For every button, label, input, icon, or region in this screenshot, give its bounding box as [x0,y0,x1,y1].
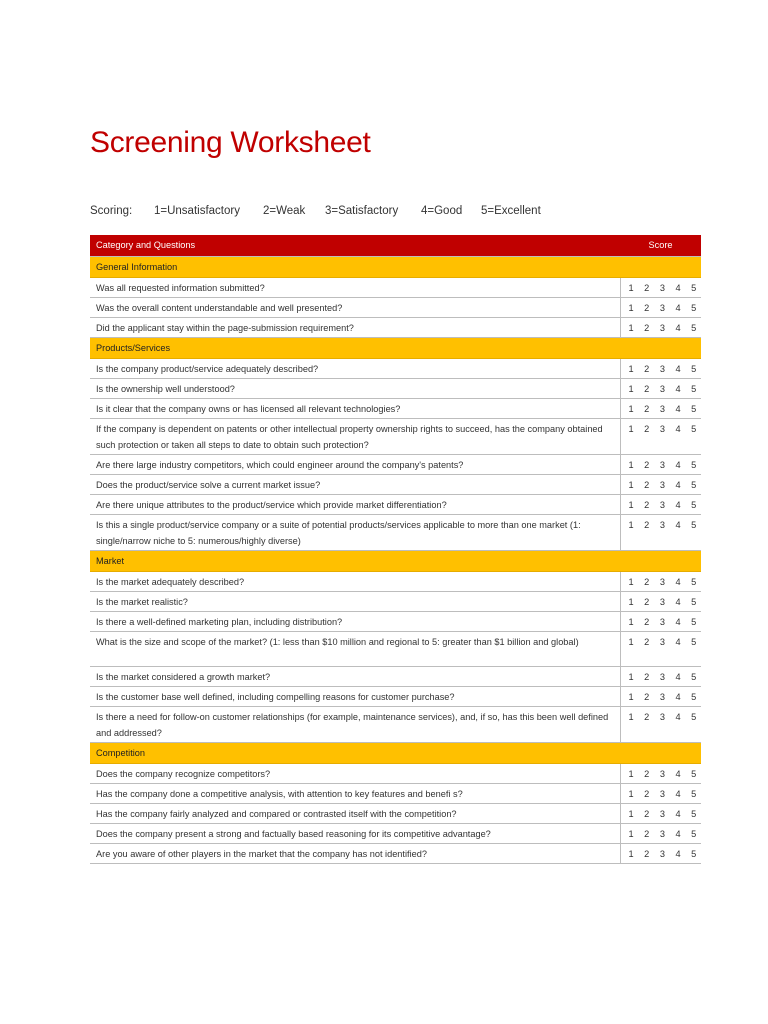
scoring-label: Scoring: [90,205,133,217]
score-options: 1 2 3 4 5 [620,687,701,707]
score-options: 1 2 3 4 5 [620,612,701,632]
scoring-level-3: 3=Satisfactory [325,205,399,217]
question-row [90,632,701,667]
question-row [90,612,701,632]
scoring-level-2: 2=Weak [263,205,306,217]
question-text: Are you aware of other players in the market that the company has not identified? [90,844,620,864]
question-row [90,475,701,495]
score-options: 1 2 3 4 5 [620,419,701,455]
page-title: Screening Worksheet [90,126,371,159]
score-options: 1 2 3 4 5 [620,515,701,551]
question-text: If the company is dependent on patents or other intellectual property ownership rights to succeed, has the company obtained such protection or taken all steps to date to obtain such protection? [90,419,620,455]
score-options: 1 2 3 4 5 [620,667,701,687]
question-text: Are there unique attributes to the product/service which provide market differentiation? [90,495,620,515]
score-options: 1 2 3 4 5 [620,359,701,379]
question-row [90,515,701,551]
score-options: 1 2 3 4 5 [620,278,701,298]
section-title: Market [90,551,701,572]
question-text: Is the market realistic? [90,592,620,612]
score-options: 1 2 3 4 5 [620,824,701,844]
question-row [90,359,701,379]
score-options: 1 2 3 4 5 [620,495,701,515]
question-row [90,707,701,743]
score-options: 1 2 3 4 5 [620,379,701,399]
question-text: Was all requested information submitted? [90,278,620,298]
section-row [90,551,701,572]
section-row [90,743,701,764]
question-row [90,784,701,804]
question-row [90,399,701,419]
scoring-level-1: 1=Unsatisfactory [154,205,240,217]
question-row [90,419,701,455]
question-text: Has the company done a competitive analysis, with attention to key features and benefi s? [90,784,620,804]
question-text: Is the market adequately described? [90,572,620,592]
question-row [90,824,701,844]
score-options: 1 2 3 4 5 [620,572,701,592]
question-text: Is the customer base well defined, including compelling reasons for customer purchase? [90,687,620,707]
question-row [90,278,701,298]
question-row [90,455,701,475]
score-options: 1 2 3 4 5 [620,804,701,824]
question-row [90,379,701,399]
question-row [90,495,701,515]
section-title: Products/Services [90,338,701,359]
question-text: Does the company present a strong and factually based reasoning for its competitive advantage? [90,824,620,844]
question-text: Has the company fairly analyzed and compared or contrasted itself with the competition? [90,804,620,824]
score-options: 1 2 3 4 5 [620,764,701,784]
table-body [90,257,701,864]
scoring-legend [90,205,541,217]
question-text: Does the product/service solve a current market issue? [90,475,620,495]
question-text: Did the applicant stay within the page-submission requirement? [90,318,620,338]
question-text: Is the company product/service adequately described? [90,359,620,379]
question-row [90,318,701,338]
score-options: 1 2 3 4 5 [620,784,701,804]
score-options: 1 2 3 4 5 [620,475,701,495]
question-row [90,687,701,707]
scoring-level-4: 4=Good [421,205,463,217]
question-text: Are there large industry competitors, which could engineer around the company's patents? [90,455,620,475]
score-header: Score [620,235,701,257]
section-title: General Information [90,257,701,278]
score-options: 1 2 3 4 5 [620,318,701,338]
question-row [90,844,701,864]
question-text: Is this a single product/service company or a suite of potential products/services applicable to more than one market (1: single/narrow niche to 5: numerous/highly diverse) [90,515,620,551]
screening-table [90,235,701,864]
section-row [90,338,701,359]
score-options: 1 2 3 4 5 [620,298,701,318]
question-text: What is the size and scope of the market? (1: less than $10 million and regional to 5: greater than $1 billion and global) [90,632,620,667]
question-text: Is the market considered a growth market? [90,667,620,687]
section-title: Competition [90,743,701,764]
score-options: 1 2 3 4 5 [620,592,701,612]
question-text: Is it clear that the company owns or has licensed all relevant technologies? [90,399,620,419]
question-row [90,764,701,784]
question-row [90,804,701,824]
score-options: 1 2 3 4 5 [620,632,701,667]
question-text: Does the company recognize competitors? [90,764,620,784]
score-options: 1 2 3 4 5 [620,844,701,864]
category-header: Category and Questions [90,235,620,257]
score-options: 1 2 3 4 5 [620,707,701,743]
table-header-row [90,235,701,257]
question-row [90,298,701,318]
score-options: 1 2 3 4 5 [620,399,701,419]
score-options: 1 2 3 4 5 [620,455,701,475]
question-text: Is there a need for follow-on customer relationships (for example, maintenance services), and, if so, has this been well defined and addressed? [90,707,620,743]
question-text: Is the ownership well understood? [90,379,620,399]
question-row [90,667,701,687]
question-text: Was the overall content understandable and well presented? [90,298,620,318]
question-row [90,592,701,612]
question-row [90,572,701,592]
scoring-level-5: 5=Excellent [481,205,541,217]
section-row [90,257,701,278]
question-text: Is there a well-defined marketing plan, including distribution? [90,612,620,632]
